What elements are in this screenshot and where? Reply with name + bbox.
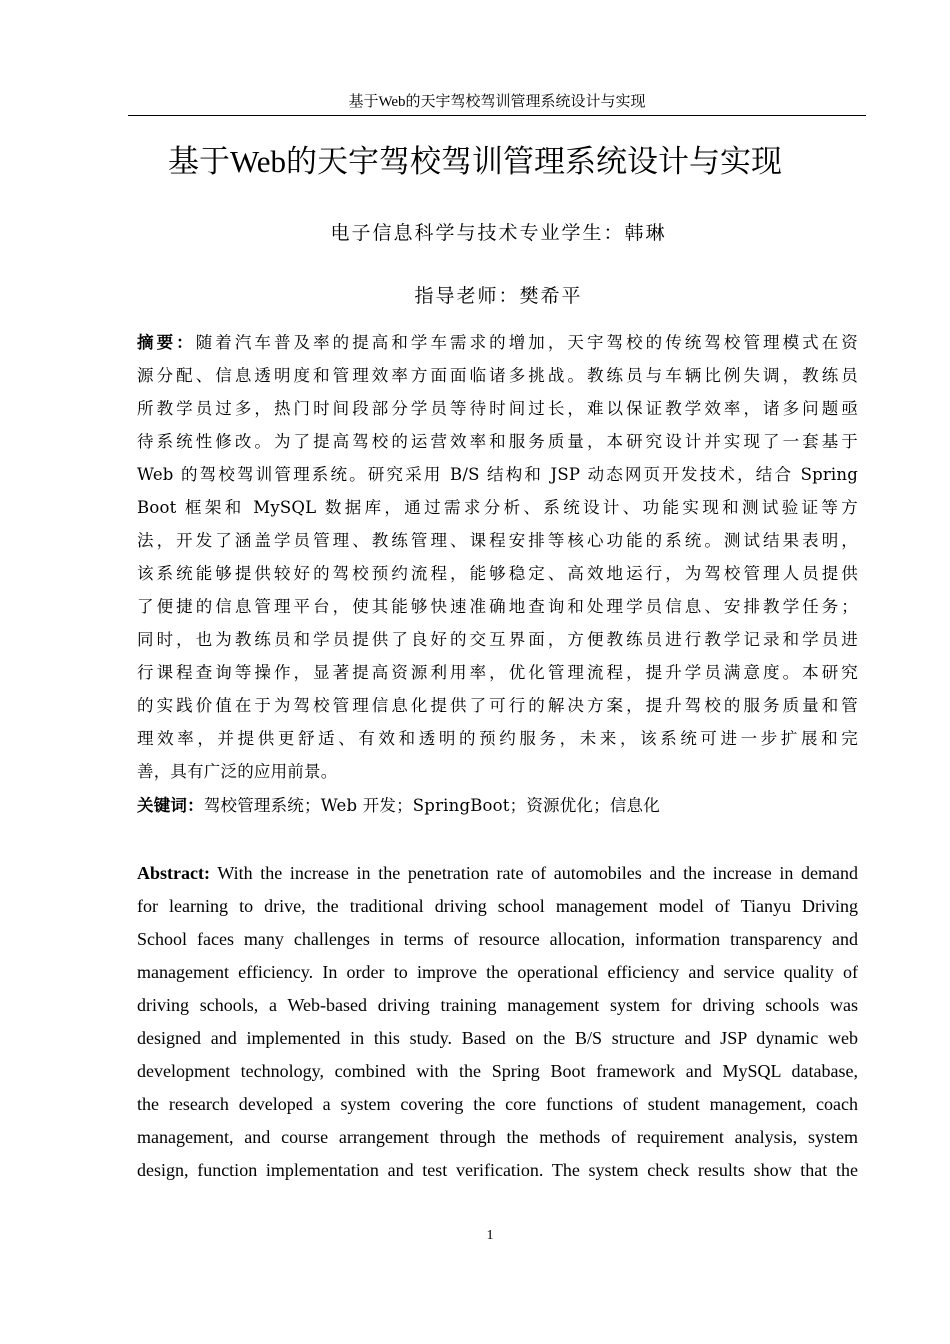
abstract-text: driving schools, a Web-based driving training management system for driving schools was xyxy=(137,995,858,1015)
abstract-line xyxy=(137,623,858,656)
advisor-line: 指导老师：樊希平 xyxy=(414,285,583,307)
keywords-label: 关键词： xyxy=(137,796,204,815)
abstract-line xyxy=(137,557,858,590)
chinese-abstract xyxy=(137,326,858,788)
author-line: 电子信息科学与技术专业学生：韩琳 xyxy=(330,222,667,244)
abstract-line xyxy=(137,524,858,557)
page-number: 1 xyxy=(486,1228,494,1243)
abstract-line xyxy=(137,425,858,458)
abstract-line xyxy=(137,359,858,392)
abstract-text: designed and implemented in this study. Based on the B/S structure and JSP dynamic web xyxy=(137,1028,858,1048)
abstract-text: With the increase in the penetration rate of automobiles and the increase in demand xyxy=(217,863,858,883)
abstract-line xyxy=(137,458,858,491)
abstract-text: for learning to drive, the traditional driving school management model of Tianyu Driving xyxy=(137,896,858,916)
abstract-line xyxy=(137,755,858,788)
abstract-line xyxy=(137,1088,858,1121)
keywords-text: 驾校管理系统；Web 开发；SpringBoot；资源优化；信息化 xyxy=(203,796,660,815)
abstract-line xyxy=(137,1055,858,1088)
abstract-line xyxy=(137,491,858,524)
abstract-line xyxy=(137,1154,858,1187)
abstract-line xyxy=(137,923,858,956)
abstract-text: the research developed a system covering the core functions of student management, coach xyxy=(137,1094,858,1114)
abstract-line xyxy=(137,1022,858,1055)
abstract-text: 源分配、信息透明度和管理效率方面面临诸多挑战。教练员与车辆比例失调，教练员 xyxy=(137,366,858,385)
abstract-text: 待系统性修改。为了提高驾校的运营效率和服务质量，本研究设计并实现了一套基于 xyxy=(137,432,858,451)
header-rule xyxy=(128,115,866,116)
abstract-line xyxy=(137,989,858,1022)
abstract-label: 摘要： xyxy=(137,333,196,352)
english-abstract xyxy=(137,857,858,1187)
abstract-line xyxy=(137,590,858,623)
abstract-text: 行课程查询等操作，显著提高资源利用率，优化管理流程，提升学员满意度。本研究 xyxy=(137,663,858,682)
abstract-line xyxy=(137,722,858,755)
abstract-text: design, function implementation and test verification. The system check results show that the xyxy=(137,1160,858,1180)
abstract-line xyxy=(137,1121,858,1154)
running-header: 基于Web的天宇驾校驾训管理系统设计与实现 xyxy=(348,94,646,110)
abstract-text: 了便捷的信息管理平台，使其能够快速准确地查询和处理学员信息、安排教学任务； xyxy=(137,597,858,616)
abstract-line xyxy=(137,392,858,425)
abstract-line xyxy=(137,326,858,359)
abstract-text: management efficiency. In order to improve the operational efficiency and service quality of xyxy=(137,962,858,982)
abstract-line xyxy=(137,956,858,989)
abstract-text: 的实践价值在于为驾校管理信息化提供了可行的解决方案，提升驾校的服务质量和管 xyxy=(137,696,858,715)
abstract-text: 理效率，并提供更舒适、有效和透明的预约服务，未来，该系统可进一步扩展和完 xyxy=(137,729,858,748)
abstract-text: 随着汽车普及率的提高和学车需求的增加，天宇驾校的传统驾校管理模式在资 xyxy=(195,333,858,352)
abstract-text: 同时，也为教练员和学员提供了良好的交互界面，方便教练员进行教学记录和学员进 xyxy=(137,630,858,649)
abstract-line xyxy=(137,689,858,722)
abstract-text: 该系统能够提供较好的驾校预约流程，能够稳定、高效地运行，为驾校管理人员提供 xyxy=(137,564,858,583)
abstract-line xyxy=(137,890,858,923)
document-title: 基于Web的天宇驾校驾训管理系统设计与实现 xyxy=(167,144,783,179)
abstract-text: 法，开发了涵盖学员管理、教练管理、课程安排等核心功能的系统。测试结果表明， xyxy=(137,531,858,550)
abstract-text: Boot 框架和 MySQL 数据库，通过需求分析、系统设计、功能实现和测试验证等方 xyxy=(137,498,858,517)
abstract-text: 所教学员过多，热门时间段部分学员等待时间过长，难以保证教学效率，诸多问题亟 xyxy=(137,399,858,418)
abstract-label: Abstract: xyxy=(137,863,210,883)
abstract-text: Web 的驾校驾训管理系统。研究采用 B/S 结构和 JSP 动态网页开发技术，结合 Spring xyxy=(137,465,858,484)
keywords xyxy=(137,789,858,822)
abstract-line xyxy=(137,857,858,890)
abstract-text: management, and course arrangement through the methods of requirement analysis, system xyxy=(137,1127,858,1147)
abstract-text: development technology, combined with the Spring Boot framework and MySQL database, xyxy=(137,1061,858,1081)
abstract-line xyxy=(137,656,858,689)
abstract-text: School faces many challenges in terms of resource allocation, information transparency and xyxy=(137,929,858,949)
abstract-text: 善，具有广泛的应用前景。 xyxy=(137,762,338,781)
